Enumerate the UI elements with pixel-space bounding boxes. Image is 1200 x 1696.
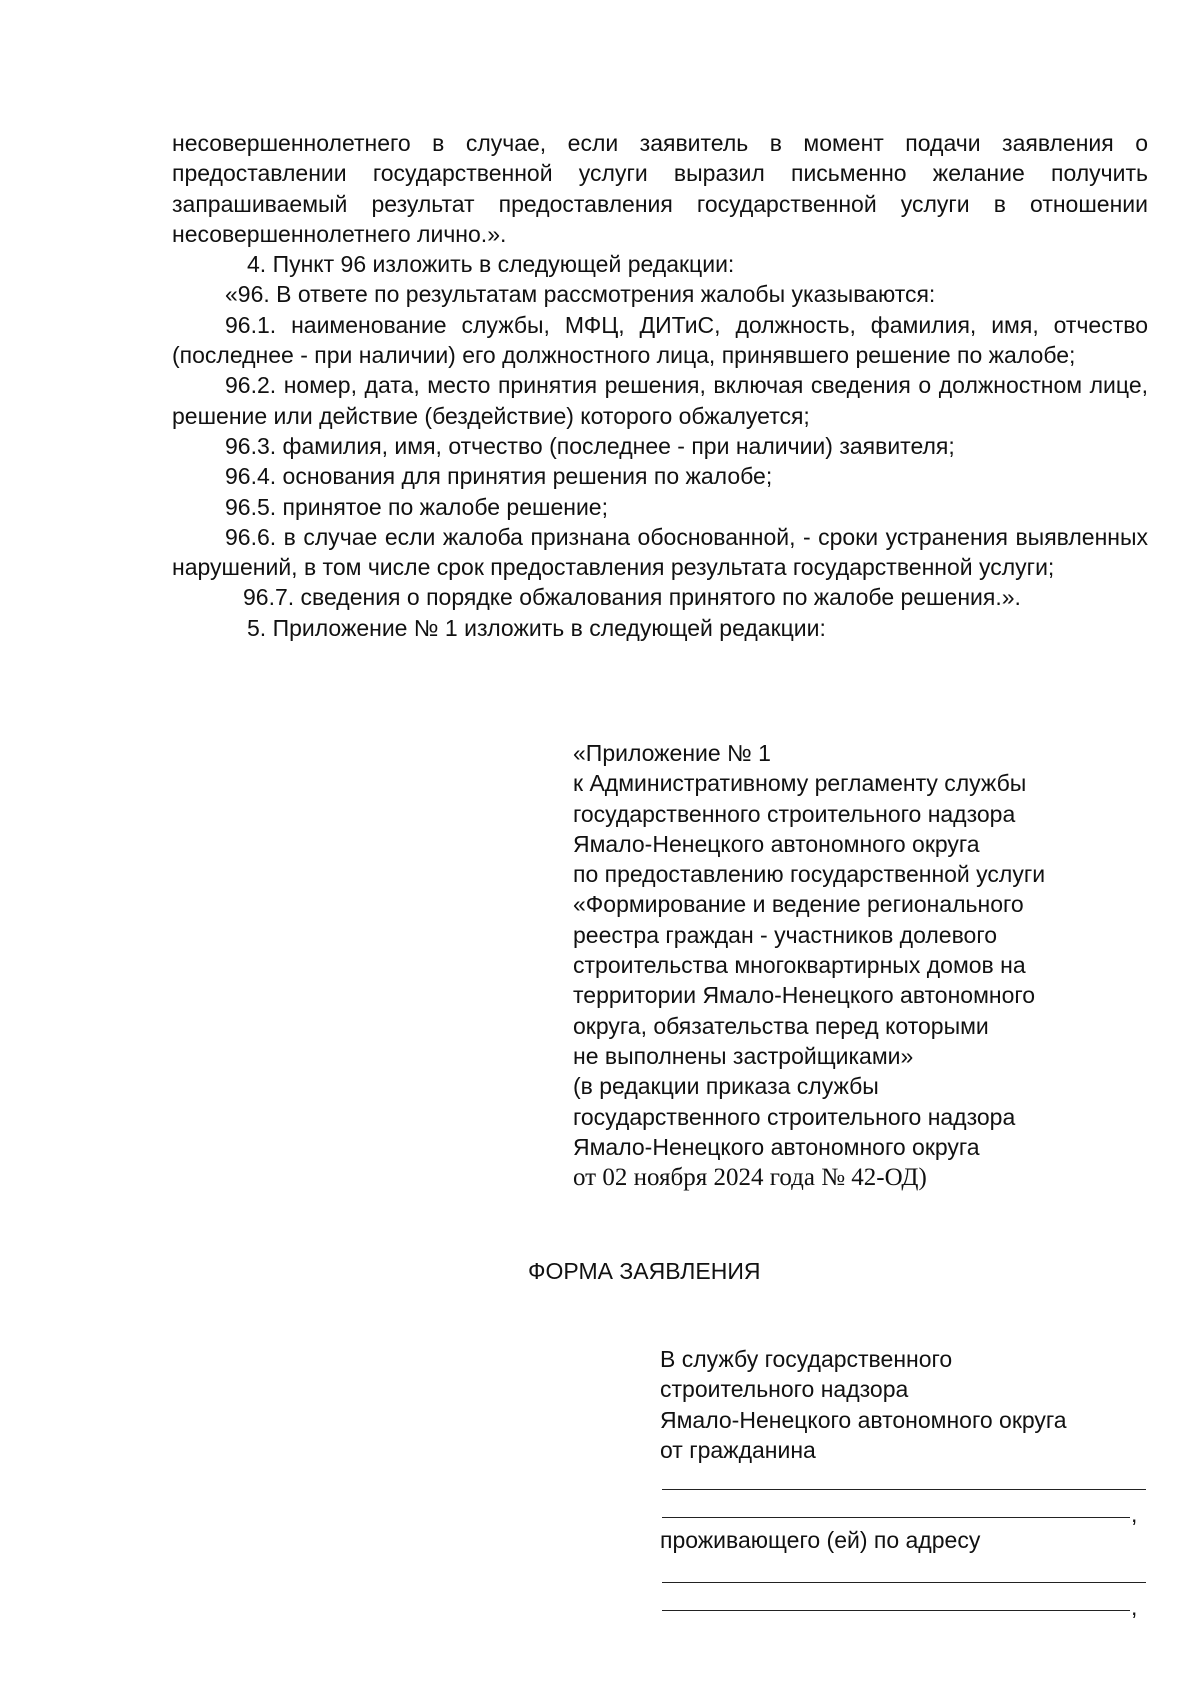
citizen-name-line-1: [662, 1489, 1146, 1490]
appendix-line: строительства многоквартирных домов на: [573, 952, 1026, 979]
comma-mark: ,: [1131, 1501, 1138, 1527]
paragraph-96-heading: «96. В ответе по результатам рассмотрения жалобы указываются:: [225, 281, 936, 308]
paragraph-96-4: 96.4. основания для принятия решения по жалобе;: [225, 463, 773, 490]
address-label: проживающего (ей) по адресу: [660, 1527, 981, 1553]
appendix-order-reference: от 02 ноября 2024 года № 42-ОД): [573, 1164, 927, 1192]
paragraph-96-6: 96.6. в случае если жалоба признана обоснованной, - сроки устранения выявленных нарушений, в том числе срок предоставления результата государственной услуги;: [172, 523, 1148, 581]
paragraph-96-5: 96.5. принятое по жалобе решение;: [225, 493, 608, 520]
address-line-1: [662, 1582, 1146, 1583]
paragraph-96-7: 96.7. сведения о порядке обжалования принятого по жалобе решения.».: [243, 584, 1021, 611]
paragraph-item-4: 4. Пункт 96 изложить в следующей редакции:: [247, 251, 735, 278]
appendix-line: Ямало-Ненецкого автономного округа: [573, 1133, 980, 1160]
appendix-line: не выполнены застройщиками»: [573, 1042, 914, 1069]
appendix-line: территории Ямало-Ненецкого автономного: [573, 982, 1036, 1009]
citizen-name-line-2: [662, 1517, 1130, 1518]
addressee-block: [660, 1344, 1160, 1465]
appendix-line: Ямало-Ненецкого автономного округа: [573, 830, 980, 857]
addressee-line: В службу государственного: [660, 1346, 953, 1372]
addressee-line: Ямало-Ненецкого автономного округа: [660, 1406, 1067, 1433]
appendix-line: «Приложение № 1: [573, 740, 771, 766]
appendix-line: по предоставлению государственной услуги: [573, 861, 1046, 888]
paragraph-96-1: 96.1. наименование службы, МФЦ, ДИТиС, должность, фамилия, имя, отчество (последнее - при наличии) его должностного лица, принявшего решение по жалобе;: [172, 311, 1148, 369]
paragraph-96-3: 96.3. фамилия, имя, отчество (последнее - при наличии) заявителя;: [225, 432, 955, 459]
paragraph-item-5: 5. Приложение № 1 изложить в следующей редакции:: [247, 614, 826, 641]
appendix-line: к Административному регламенту службы: [573, 770, 1027, 797]
appendix-line: (в редакции приказа службы: [573, 1073, 879, 1100]
addressee-line: от гражданина: [660, 1436, 816, 1463]
main-text: [172, 128, 1148, 643]
appendix-line: «Формирование и ведение регионального: [573, 891, 1024, 918]
appendix-header: [573, 738, 1163, 1194]
addressee-line: строительного надзора: [660, 1376, 909, 1403]
paragraph-continuation: несовершеннолетнего в случае, если заявитель в момент подачи заявления о предоставлении государственной услуги выразил письменно желание получить запрашиваемый результат предоставления государственной услуги в отношении несовершеннолетнего лично.».: [172, 130, 1148, 247]
paragraph-96-2: 96.2. номер, дата, место принятия решения, включая сведения о должностном лице, решение или действие (бездействие) которого обжалуется;: [172, 372, 1148, 429]
appendix-line: государственного строительного надзора: [573, 800, 1016, 827]
address-line-2: [662, 1610, 1130, 1611]
appendix-line: реестра граждан - участников долевого: [573, 921, 998, 948]
appendix-line: округа, обязательства перед которыми: [573, 1012, 989, 1039]
comma-mark: ,: [1131, 1594, 1138, 1620]
form-title: ФОРМА ЗАЯВЛЕНИЯ: [528, 1258, 761, 1284]
appendix-line: государственного строительного надзора: [573, 1103, 1016, 1130]
